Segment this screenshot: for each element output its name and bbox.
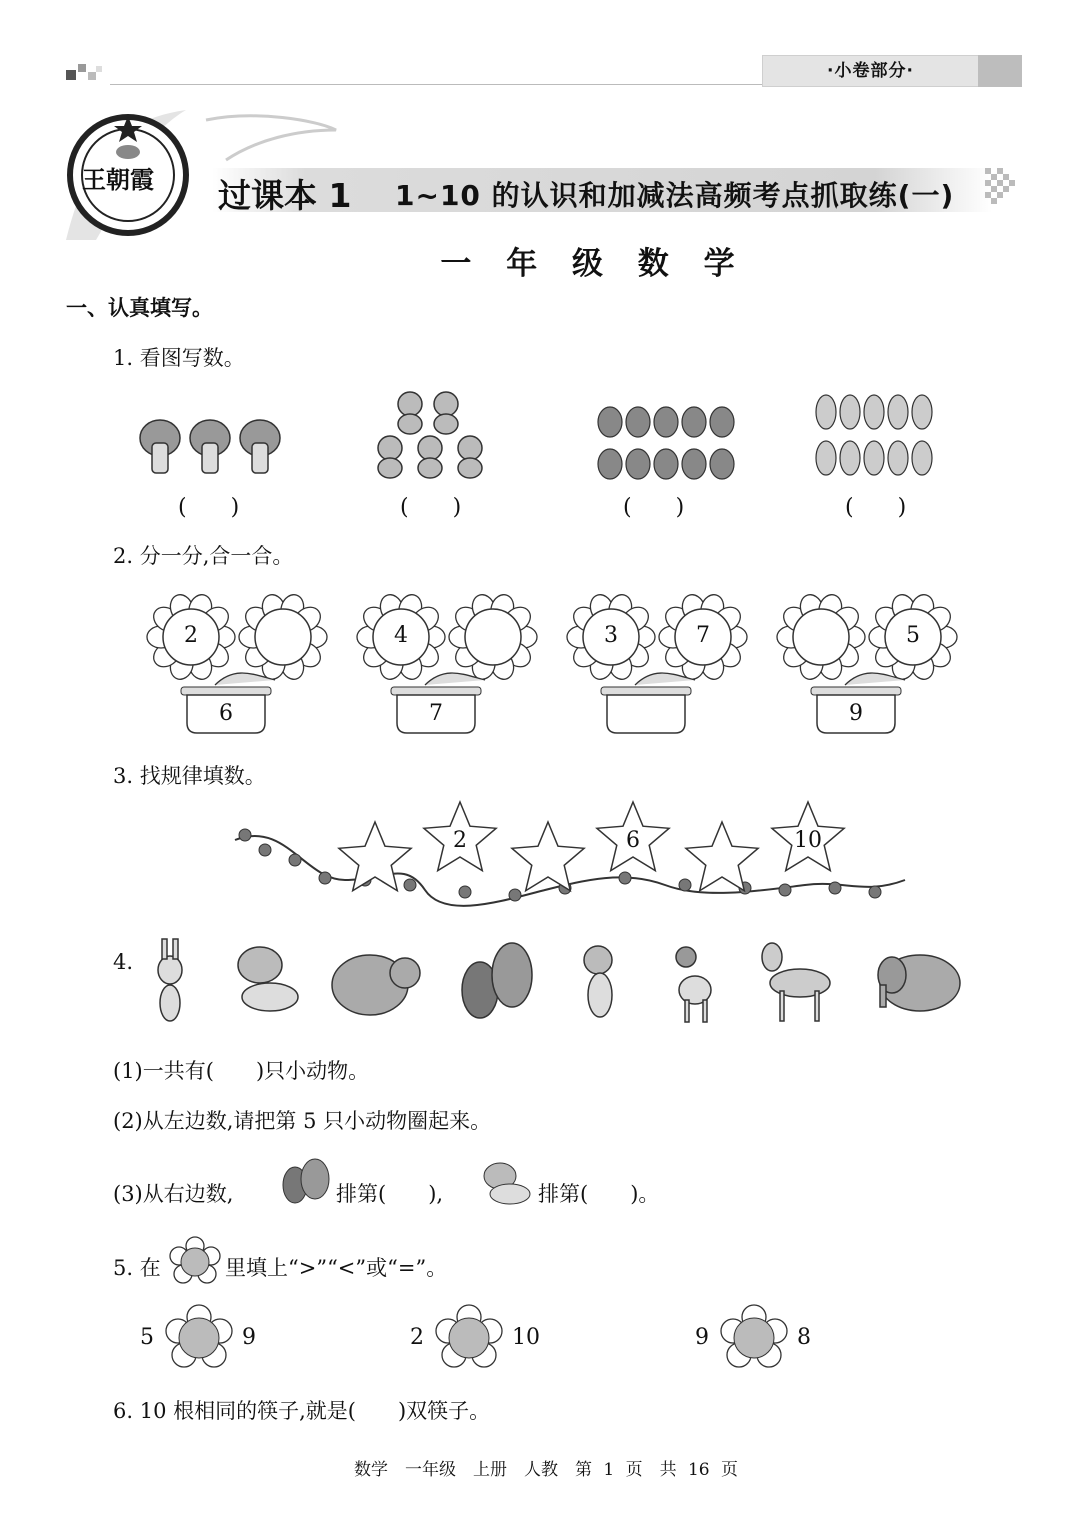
flower-number: 5 <box>906 623 920 648</box>
compare-flower-icon[interactable] <box>432 1303 506 1373</box>
page-footer: 数学 一年级 上册 人教 第 1 页 共 16 页 <box>353 1460 739 1480</box>
leaf-group <box>816 395 932 475</box>
q1-answer-blank[interactable]: ( ) <box>623 495 685 520</box>
page-title: 1~10 的认识和加减法高频考点抓取练(一) <box>395 179 955 212</box>
compare-left-number: 5 <box>140 1325 154 1350</box>
q4-animals <box>140 935 970 1030</box>
bear-icon <box>332 955 420 1015</box>
star-shape <box>335 818 415 898</box>
pot-total-number: 6 <box>219 701 233 726</box>
section-tag: ·小卷部分· <box>762 55 979 87</box>
section-heading: 一、认真填写。 <box>66 296 213 320</box>
squirrel-icon <box>273 1155 333 1205</box>
compare-flower-icon[interactable] <box>162 1303 236 1373</box>
q5-prompt-end: 里填上“>”“<”或“=”。 <box>225 1256 448 1280</box>
q4-sub1: (1)一共有( )只小动物。 <box>113 1059 370 1083</box>
star-shape <box>508 818 588 898</box>
compare-flower-icon <box>167 1236 223 1288</box>
cabbage-icon <box>140 420 180 473</box>
teddy-bear-icon <box>418 436 442 478</box>
cabbage-icon <box>190 420 230 473</box>
flower-number: 7 <box>696 623 710 648</box>
star-shape <box>682 818 762 898</box>
subject-heading: 一 年 级 数 学 <box>440 246 747 282</box>
strawberry-group <box>598 407 734 479</box>
q4-sub3-end: 排第( )。 <box>538 1182 660 1206</box>
pot-total-number: 9 <box>849 701 863 726</box>
compare-right-number: 9 <box>242 1325 256 1350</box>
elephant-icon <box>878 955 960 1011</box>
q1-answer-blank[interactable]: ( ) <box>400 495 462 520</box>
pot-total-number: 7 <box>429 701 443 726</box>
compare-right-number: 8 <box>797 1325 811 1350</box>
cabbage-group <box>140 420 280 473</box>
section-tag-cap <box>978 55 1022 87</box>
q1-answer-blank[interactable]: ( ) <box>178 495 240 520</box>
teddy-bear-group <box>378 392 482 478</box>
monkey-icon <box>584 946 612 1017</box>
title-prefix: 过课本 1 <box>218 176 352 215</box>
q1-prompt: 1. 看图写数。 <box>113 346 245 370</box>
star-number: 10 <box>794 828 822 853</box>
title-checker-icon <box>985 168 1025 212</box>
q5-prompt-start: 5. 在 <box>113 1256 161 1280</box>
teddy-bear-icon <box>458 436 482 478</box>
rabbit-icon <box>158 939 182 1021</box>
corner-decoration-icon <box>66 62 106 82</box>
q4-number: 4. <box>113 950 134 974</box>
q4-sub3-middle: 排第( ), <box>336 1182 444 1206</box>
star-number: 2 <box>453 828 467 853</box>
cabbage-icon <box>240 420 280 473</box>
compare-left-number: 9 <box>695 1325 709 1350</box>
star-number: 6 <box>626 828 640 853</box>
teddy-bear-icon <box>378 436 402 478</box>
q4-sub2: (2)从左边数,请把第 5 只小动物圈起来。 <box>113 1109 492 1133</box>
q4-sub3-start: (3)从右边数, <box>113 1182 234 1206</box>
q3-prompt: 3. 找规律填数。 <box>113 764 266 788</box>
puppy-icon <box>238 947 298 1011</box>
teddy-bear-icon <box>398 392 422 434</box>
compare-flower-icon[interactable] <box>717 1303 791 1373</box>
flower-number: 2 <box>184 623 198 648</box>
q6-prompt: 6. 10 根相同的筷子,就是( )双筷子。 <box>113 1399 491 1423</box>
compare-left-number: 2 <box>410 1325 424 1350</box>
horse-icon <box>762 943 830 1021</box>
puppy-icon <box>478 1158 538 1206</box>
deer-icon <box>676 947 711 1022</box>
teddy-bear-icon <box>434 392 458 434</box>
logo-text: 王朝霞 <box>82 165 154 194</box>
q2-prompt: 2. 分一分,合一合。 <box>113 544 294 568</box>
q1-pictures <box>138 388 998 488</box>
flower-number: 3 <box>604 623 618 648</box>
squirrel-icon <box>462 943 532 1018</box>
flower-number: 4 <box>394 623 408 648</box>
compare-right-number: 10 <box>512 1325 540 1350</box>
q1-answer-blank[interactable]: ( ) <box>845 495 907 520</box>
